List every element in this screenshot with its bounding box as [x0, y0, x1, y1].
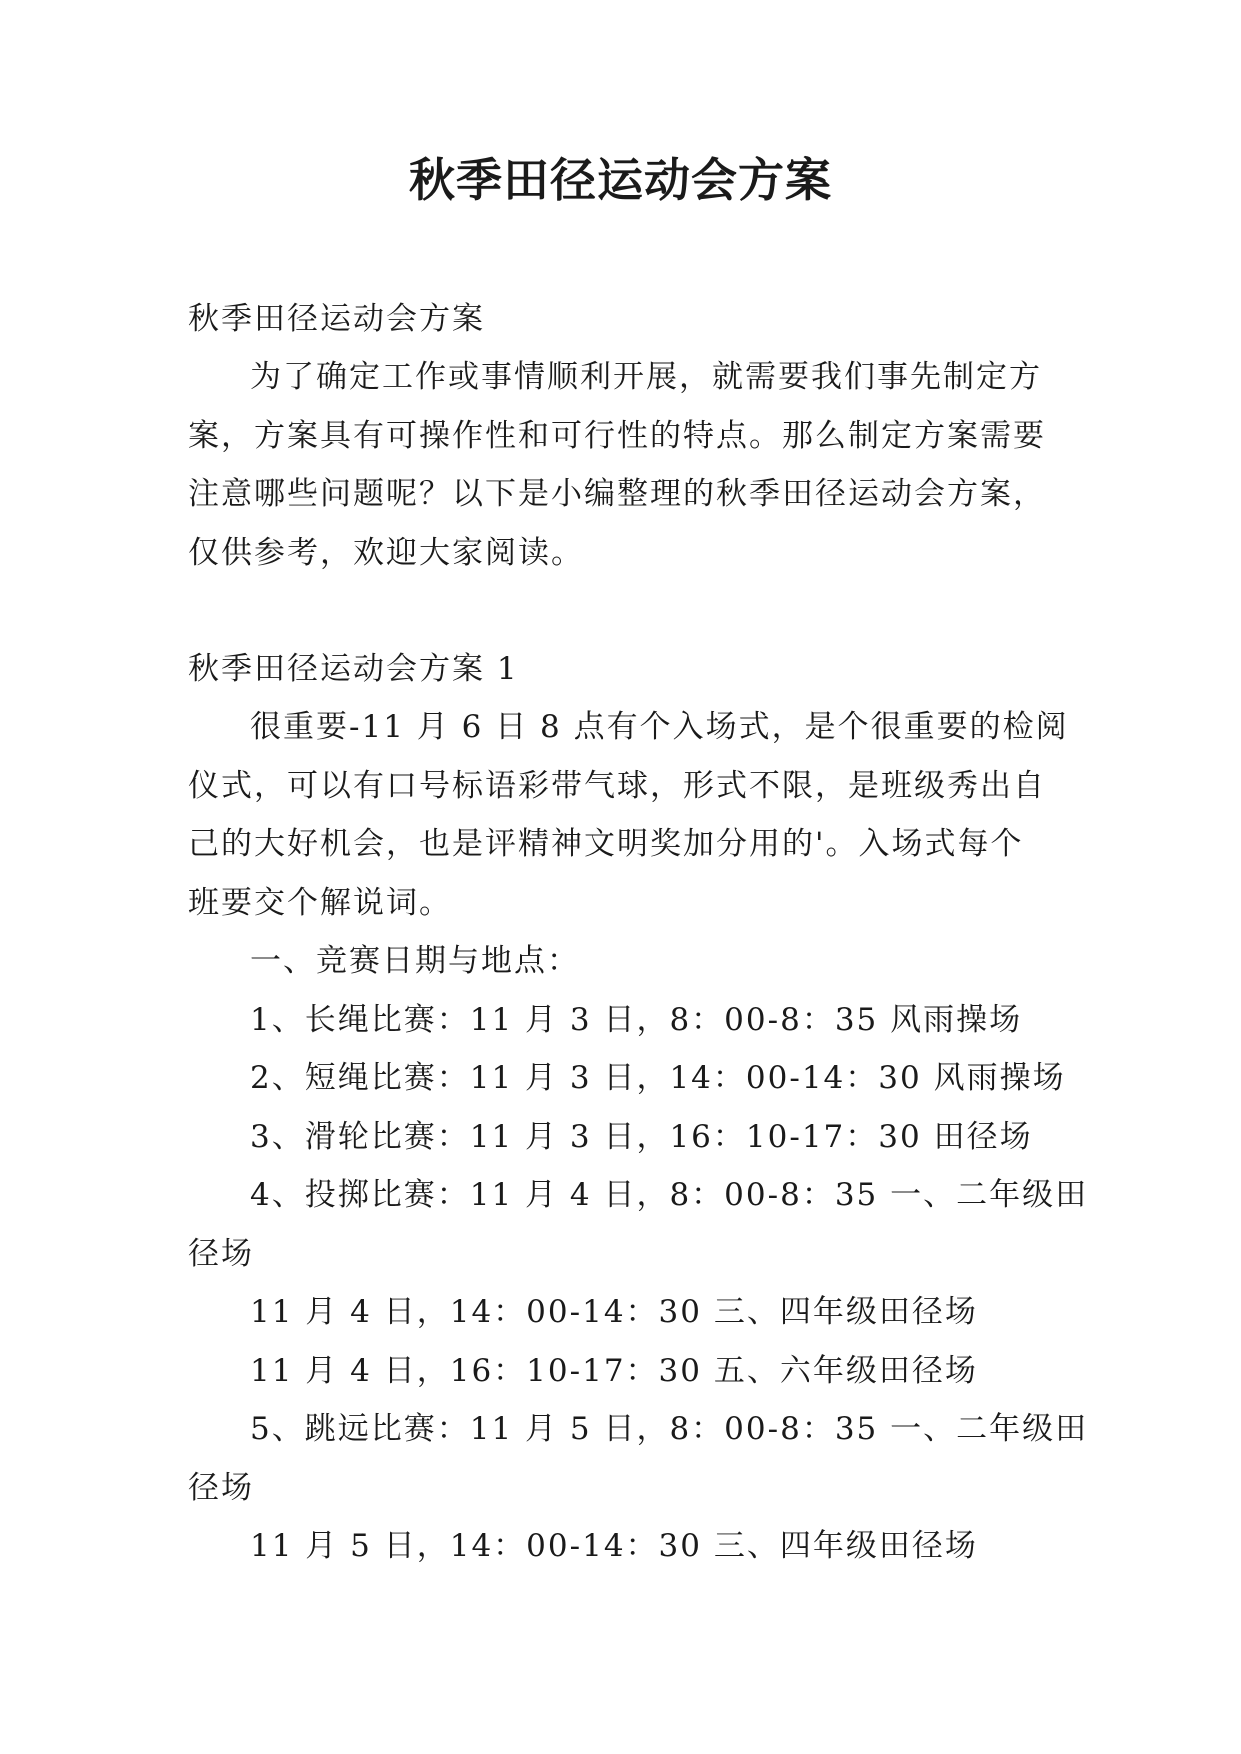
schedule-line: 11 月 5 日，14：00-14：30 三、四年级田径场 [250, 1528, 978, 1564]
schedule-list [188, 932, 1089, 1576]
schedule-line: 1、长绳比赛：11 月 3 日，8：00-8：35 风雨操场 [250, 1001, 1023, 1038]
intro-heading: 秋季田径运动会方案 [188, 301, 485, 337]
schedule-line: 4、投掷比赛：11 月 4 日，8：00-8：35 一、二年级田 [250, 1177, 1089, 1213]
intro-line: 案，方案具有可操作性和可行性的特点。那么制定方案需要 [188, 417, 1046, 454]
intro-paragraph [188, 348, 1068, 582]
schedule-line: 径场 [188, 1235, 254, 1272]
intro-line: 注意哪些问题呢？以下是小编整理的秋季田径运动会方案， [188, 476, 1046, 512]
schedule-line: 一、竞赛日期与地点： [250, 943, 580, 979]
schedule-line: 径场 [188, 1469, 254, 1506]
schedule-line: 3、滑轮比赛：11 月 3 日，16：10-17：30 田径场 [250, 1118, 1033, 1155]
schedule-line: 11 月 4 日，16：10-17：30 五、六年级田径场 [250, 1352, 978, 1389]
schedule-line: 5、跳远比赛：11 月 5 日，8：00-8：35 一、二年级田 [250, 1411, 1089, 1447]
document-body [188, 290, 1089, 1576]
page-title: 秋季田径运动会方案 [409, 153, 832, 207]
paragraph-gap [188, 582, 1068, 640]
section1-line: 班要交个解说词。 [188, 884, 452, 921]
section1-heading: 秋季田径运动会方案 1 [188, 651, 519, 687]
section1-line: 己的大好机会，也是评精神文明奖加分用的'。入场式每个 [188, 826, 1024, 862]
schedule-line: 2、短绳比赛：11 月 3 日，14：00-14：30 风雨操场 [250, 1060, 1066, 1096]
section1-line: 仪式，可以有口号标语彩带气球，形式不限，是班级秀出自 [188, 767, 1046, 804]
intro-line: 为了确定工作或事情顺利开展，就需要我们事先制定方 [250, 359, 1042, 395]
section1-line: 很重要-11 月 6 日 8 点有个入场式，是个很重要的检阅 [250, 709, 1069, 745]
intro-line: 仅供参考，欢迎大家阅读。 [188, 534, 584, 571]
schedule-line: 11 月 4 日，14：00-14：30 三、四年级田径场 [250, 1294, 978, 1330]
section1-paragraph [188, 698, 1068, 932]
